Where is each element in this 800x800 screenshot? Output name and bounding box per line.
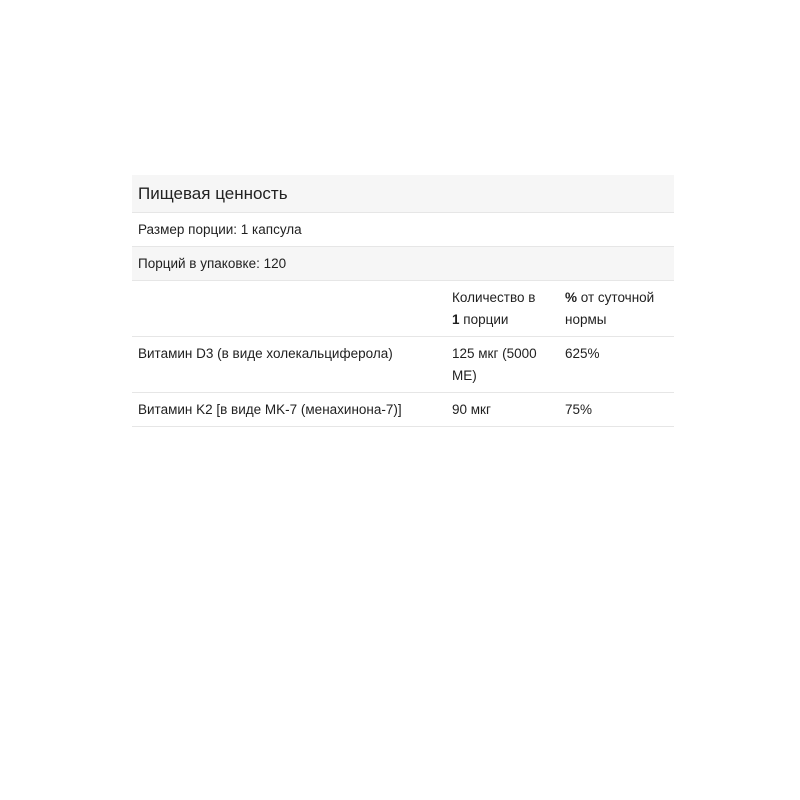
header-dv-suffix: от суточной нормы [565, 290, 655, 327]
servings-per-container: Порций в упаковке: 120 [132, 247, 674, 281]
nutrient-amount: 125 мкг (5000 МЕ) [452, 346, 537, 383]
nutrient-row [132, 337, 674, 393]
nutrient-daily-value: 75% [565, 402, 593, 417]
nutrient-daily-value: 625% [565, 346, 600, 361]
header-amount [446, 281, 559, 337]
header-name-cell [132, 281, 446, 337]
nutrient-row [132, 393, 674, 427]
header-amount-bold: 1 [452, 312, 460, 327]
header-amount-prefix: Количество в [452, 290, 536, 305]
column-header-row [132, 281, 674, 337]
header-dv-bold: % [565, 290, 578, 305]
nutrient-name: Витамин D3 (в виде холекальциферола) [138, 346, 393, 361]
nutrient-amount: 90 мкг [452, 402, 491, 417]
serving-size: Размер порции: 1 капсула [132, 213, 674, 247]
panel-title: Пищевая ценность [132, 175, 674, 213]
header-amount-suffix: порции [463, 312, 509, 327]
nutrient-name: Витамин K2 [в виде MK-7 (менахинона-7)] [138, 402, 402, 417]
header-daily-value [559, 281, 674, 337]
nutrition-panel [132, 175, 674, 427]
